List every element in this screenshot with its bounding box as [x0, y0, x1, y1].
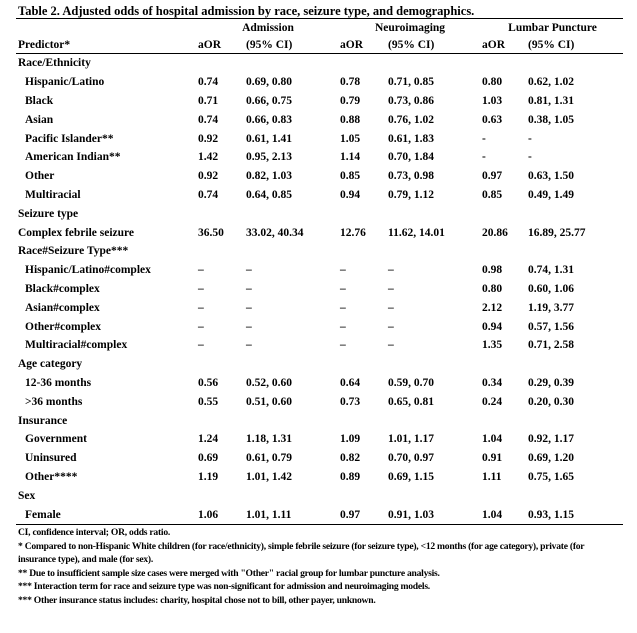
cell-admission-aor: 0.74 [198, 188, 219, 201]
section-label: Insurance [18, 414, 68, 427]
cell-admission-ci: 0.61, 0.79 [246, 452, 292, 465]
cell-admission-ci: 0.51, 0.60 [246, 395, 292, 408]
row-label: Hispanic/Latino#complex [25, 264, 151, 277]
cell-neuroimaging-ci: 0.73, 0.86 [388, 94, 434, 107]
cell-lumbar-aor: 0.80 [482, 76, 503, 89]
table-row [16, 73, 623, 92]
cell-admission-aor: 0.69 [198, 452, 219, 465]
cell-neuroimaging-ci: 0.76, 1.02 [388, 113, 434, 126]
cell-admission-ci: 1.01, 1.11 [246, 508, 292, 521]
cell-lumbar-ci: 0.93, 1.15 [528, 508, 575, 521]
cell-admission-ci: – [246, 320, 252, 333]
cell-neuroimaging-aor: 0.88 [340, 113, 361, 126]
table-row [16, 392, 623, 411]
cell-lumbar-ci: 0.92, 1.17 [528, 433, 575, 446]
cell-neuroimaging-ci: 0.69, 1.15 [388, 470, 434, 483]
table-row [16, 186, 623, 205]
cell-neuroimaging-ci: – [388, 282, 394, 295]
cell-neuroimaging-aor: 12.76 [340, 226, 366, 239]
header-column-row [16, 36, 623, 54]
section-label: Race#Seizure Type*** [18, 245, 129, 258]
cell-neuroimaging-ci: 0.70, 0.97 [388, 452, 434, 465]
table-row [16, 110, 623, 129]
cell-lumbar-aor: 0.98 [482, 264, 503, 277]
cell-lumbar-aor: 0.34 [482, 376, 503, 389]
cell-neuroimaging-aor: 0.64 [340, 376, 361, 389]
row-label: Multiracial [25, 188, 81, 201]
group-neuroimaging: Neuroimaging [374, 21, 446, 34]
section-label: Seizure type [18, 207, 79, 220]
cell-admission-aor: – [198, 301, 204, 314]
table-row [16, 336, 623, 355]
cell-lumbar-ci: 0.60, 1.06 [528, 282, 575, 295]
cell-admission-aor: 1.24 [198, 433, 219, 446]
group-admission: Admission [242, 21, 294, 34]
cell-admission-aor: 1.06 [198, 508, 219, 521]
cell-admission-aor: 0.74 [198, 113, 219, 126]
cell-admission-aor: – [198, 282, 204, 295]
section-label: Race/Ethnicity [18, 57, 91, 70]
cell-admission-ci: 0.69, 0.80 [246, 76, 292, 89]
table-row [16, 167, 623, 186]
row-label: Other**** [25, 470, 78, 483]
cell-neuroimaging-ci: 0.59, 0.70 [388, 376, 434, 389]
table-row [16, 280, 623, 299]
cell-admission-aor: – [198, 339, 204, 352]
cell-neuroimaging-aor: 0.73 [340, 395, 361, 408]
row-label: Other#complex [25, 320, 102, 333]
cell-neuroimaging-ci: 0.91, 1.03 [388, 508, 434, 521]
cell-admission-ci: – [246, 301, 252, 314]
group-lumbar-puncture: Lumbar Puncture [508, 21, 597, 34]
cell-neuroimaging-aor: – [340, 320, 346, 333]
cell-neuroimaging-aor: – [340, 264, 346, 277]
odds-table [16, 18, 623, 525]
cell-neuroimaging-aor: – [340, 282, 346, 295]
cell-lumbar-aor: - [482, 151, 486, 164]
cell-lumbar-ci: 0.81, 1.31 [528, 94, 575, 107]
footnote: * Compared to non-Hispanic White children (for race/ethnicity), simple febrile seizure (for seizure type), <12 months (for age category), private (for insurance type), and male (for sex). [18, 540, 585, 565]
cell-neuroimaging-aor: 0.82 [340, 452, 361, 465]
cell-lumbar-ci: - [528, 151, 532, 164]
cell-lumbar-ci: 0.49, 1.49 [528, 188, 575, 201]
cell-neuroimaging-ci: 11.62, 14.01 [388, 226, 445, 239]
table-row [16, 298, 623, 317]
cell-admission-ci: 0.66, 0.83 [246, 113, 292, 126]
cell-admission-aor: – [198, 320, 204, 333]
cell-lumbar-aor: 0.80 [482, 282, 503, 295]
cell-lumbar-aor: 1.03 [482, 94, 503, 107]
section-label: Age category [18, 358, 83, 371]
header-aor: aOR [482, 38, 506, 51]
cell-neuroimaging-ci: – [388, 264, 394, 277]
cell-admission-aor: 0.92 [198, 170, 219, 183]
cell-lumbar-aor: - [482, 132, 486, 145]
row-label: Other [25, 170, 55, 183]
cell-lumbar-aor: 1.04 [482, 508, 503, 521]
cell-neuroimaging-ci: – [388, 320, 394, 333]
row-label: Asian [25, 113, 54, 126]
table-row [16, 317, 623, 336]
cell-admission-aor: 0.71 [198, 94, 219, 107]
cell-neuroimaging-aor: 0.89 [340, 470, 361, 483]
cell-lumbar-ci: 0.74, 1.31 [528, 264, 575, 277]
cell-neuroimaging-ci: – [388, 301, 394, 314]
cell-admission-ci: 1.01, 1.42 [246, 470, 292, 483]
cell-lumbar-aor: 0.94 [482, 320, 503, 333]
cell-neuroimaging-ci: 0.71, 0.85 [388, 76, 434, 89]
table-row [16, 92, 623, 111]
section-row [16, 355, 623, 374]
footnote: ** Due to insufficient sample size cases were merged with "Other" racial group for lumbar puncture analysis. [18, 567, 440, 579]
table-row [16, 449, 623, 468]
cell-admission-ci: 0.66, 0.75 [246, 94, 292, 107]
section-row [16, 54, 623, 73]
cell-lumbar-ci: 0.71, 2.58 [528, 339, 575, 352]
table-row [16, 148, 623, 167]
header-blank [16, 19, 196, 37]
cell-admission-ci: 0.82, 1.03 [246, 170, 292, 183]
row-label: Asian#complex [25, 301, 100, 314]
cell-neuroimaging-aor: – [340, 339, 346, 352]
cell-neuroimaging-ci: 0.65, 0.81 [388, 395, 434, 408]
cell-admission-aor: 1.42 [198, 151, 219, 164]
row-label: >36 months [25, 395, 83, 408]
cell-lumbar-aor: 1.35 [482, 339, 503, 352]
cell-admission-ci: 0.64, 0.85 [246, 188, 292, 201]
header-group-row [16, 19, 623, 37]
cell-admission-aor: 0.74 [198, 76, 219, 89]
row-label: Black#complex [25, 282, 100, 295]
cell-lumbar-aor: 1.11 [482, 470, 502, 483]
cell-admission-aor: 1.19 [198, 470, 219, 483]
cell-lumbar-ci: 1.19, 3.77 [528, 301, 575, 314]
cell-neuroimaging-ci: 1.01, 1.17 [388, 433, 434, 446]
cell-admission-ci: 1.18, 1.31 [246, 433, 292, 446]
cell-admission-ci: 33.02, 40.34 [246, 226, 304, 239]
cell-lumbar-ci: 0.38, 1.05 [528, 113, 575, 126]
table-footnotes [18, 526, 624, 607]
table-row [16, 223, 623, 242]
cell-neuroimaging-aor: – [340, 301, 346, 314]
table-row [16, 129, 623, 148]
cell-admission-ci: 0.61, 1.41 [246, 132, 292, 145]
cell-neuroimaging-ci: 0.73, 0.98 [388, 170, 434, 183]
cell-neuroimaging-ci: 0.61, 1.83 [388, 132, 434, 145]
cell-admission-aor: 0.55 [198, 395, 219, 408]
table-row [16, 468, 623, 487]
row-label: American Indian** [25, 151, 121, 164]
table-row [16, 261, 623, 280]
cell-neuroimaging-aor: 1.05 [340, 132, 361, 145]
row-label: 12-36 months [25, 376, 92, 389]
cell-lumbar-ci: - [528, 132, 532, 145]
cell-admission-ci: 0.95, 2.13 [246, 151, 292, 164]
row-label: Complex febrile seizure [18, 226, 135, 239]
row-label: Black [25, 94, 54, 107]
footnote: CI, confidence interval; OR, odds ratio. [18, 527, 171, 538]
cell-lumbar-ci: 0.75, 1.65 [528, 470, 575, 483]
section-row [16, 486, 623, 505]
row-label: Female [25, 508, 61, 521]
cell-admission-ci: – [246, 264, 252, 277]
section-row [16, 411, 623, 430]
footnote: *** Interaction term for race and seizure type was non-significant for admission and neuroimaging models. [18, 581, 430, 592]
cell-lumbar-aor: 0.85 [482, 188, 503, 201]
cell-lumbar-aor: 0.63 [482, 113, 503, 126]
cell-neuroimaging-aor: 0.85 [340, 170, 361, 183]
header-predictor: Predictor* [18, 38, 71, 51]
cell-neuroimaging-aor: 0.94 [340, 188, 361, 201]
cell-admission-aor: 0.56 [198, 376, 219, 389]
cell-lumbar-aor: 0.24 [482, 395, 503, 408]
row-label: Uninsured [25, 452, 77, 465]
cell-neuroimaging-ci: 0.79, 1.12 [388, 188, 434, 201]
header-ci: (95% CI) [528, 38, 575, 51]
cell-neuroimaging-aor: 0.79 [340, 94, 361, 107]
table-row [16, 374, 623, 393]
cell-admission-ci: – [246, 282, 252, 295]
section-row [16, 242, 623, 261]
cell-lumbar-ci: 0.29, 0.39 [528, 376, 575, 389]
cell-admission-aor: – [198, 264, 204, 277]
cell-lumbar-aor: 0.91 [482, 452, 503, 465]
cell-lumbar-ci: 0.63, 1.50 [528, 170, 575, 183]
footnote: *** Other insurance status includes: charity, hospital chose not to bill, other payer, unknown. [18, 594, 376, 606]
cell-admission-aor: 36.50 [198, 226, 224, 239]
cell-lumbar-ci: 0.69, 1.20 [528, 452, 575, 465]
cell-lumbar-aor: 1.04 [482, 433, 503, 446]
header-aor: aOR [340, 38, 363, 51]
cell-neuroimaging-ci: 0.70, 1.84 [388, 151, 434, 164]
cell-neuroimaging-ci: – [388, 339, 394, 352]
header-ci: (95% CI) [388, 38, 435, 51]
cell-lumbar-ci: 0.20, 0.30 [528, 395, 575, 408]
cell-admission-ci: – [246, 339, 252, 352]
cell-lumbar-aor: 20.86 [482, 226, 508, 239]
table-row [16, 505, 623, 524]
header-aor: aOR [198, 38, 221, 51]
cell-neuroimaging-aor: 0.97 [340, 508, 361, 521]
section-row [16, 204, 623, 223]
cell-neuroimaging-aor: 0.78 [340, 76, 361, 89]
row-label: Multiracial#complex [25, 339, 128, 352]
table-row [16, 430, 623, 449]
cell-admission-ci: 0.52, 0.60 [246, 376, 292, 389]
cell-lumbar-ci: 0.62, 1.02 [528, 76, 575, 89]
cell-lumbar-ci: 0.57, 1.56 [528, 320, 575, 333]
cell-lumbar-aor: 0.97 [482, 170, 503, 183]
cell-neuroimaging-aor: 1.09 [340, 433, 361, 446]
cell-lumbar-ci: 16.89, 25.77 [528, 226, 586, 239]
cell-admission-aor: 0.92 [198, 132, 219, 145]
cell-lumbar-aor: 2.12 [482, 301, 503, 314]
cell-neuroimaging-aor: 1.14 [340, 151, 361, 164]
row-label: Government [25, 433, 87, 446]
section-label: Sex [18, 489, 36, 502]
row-label: Hispanic/Latino [25, 76, 105, 89]
header-ci: (95% CI) [246, 38, 293, 51]
table-title: Table 2. Adjusted odds of hospital admission by race, seizure type, and demographics. [18, 4, 475, 18]
row-label: Pacific Islander** [25, 132, 114, 145]
